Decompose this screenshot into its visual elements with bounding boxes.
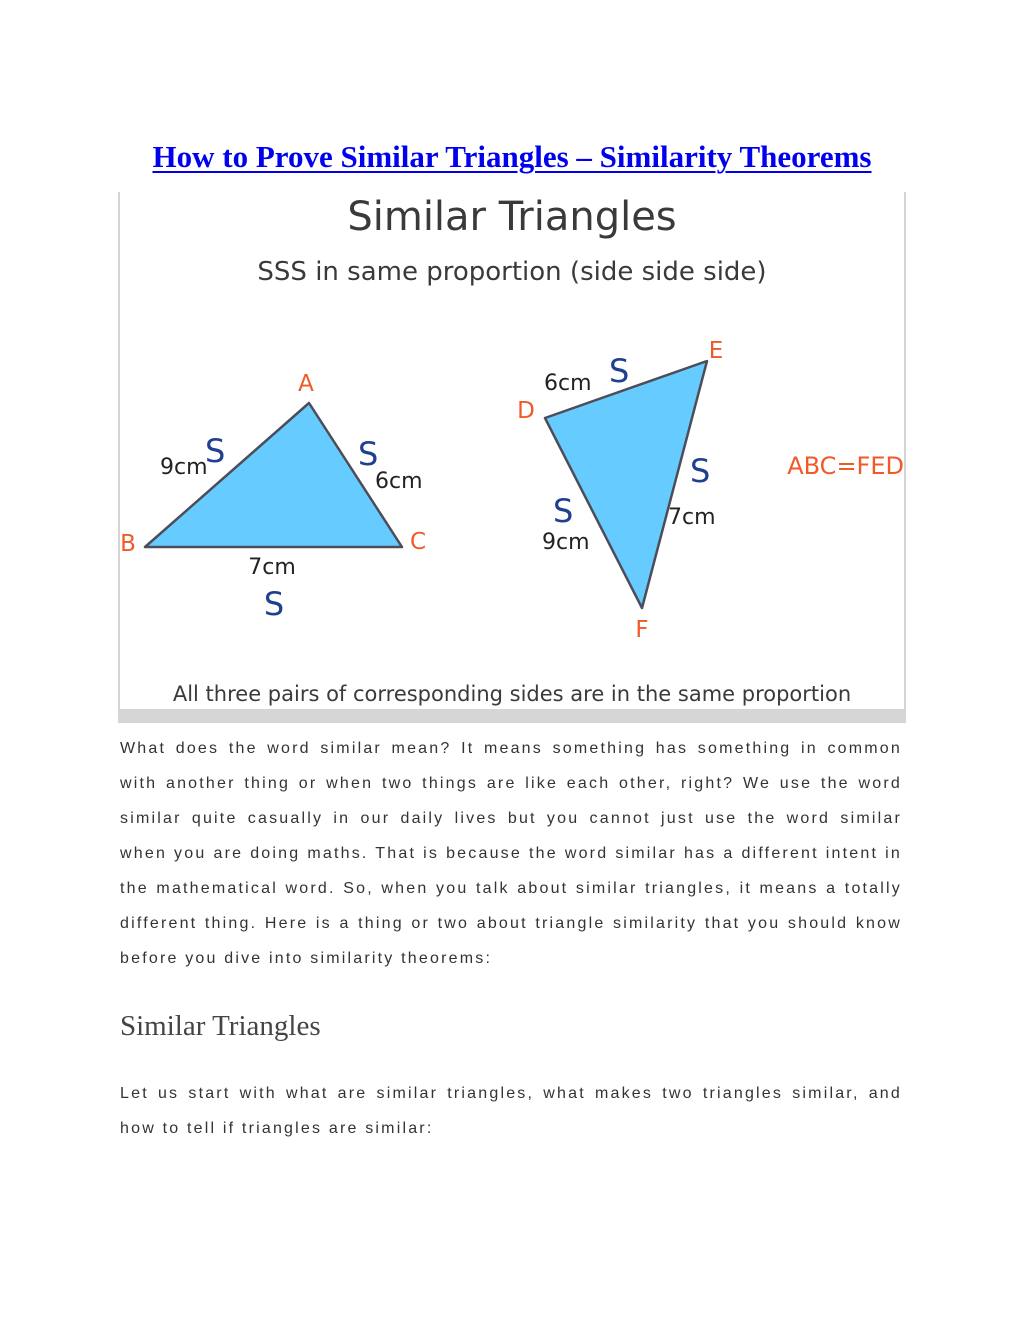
vertex-label-e: E	[708, 338, 724, 364]
side-label-ef: 7cm	[668, 505, 716, 530]
vertex-label-a: A	[298, 371, 314, 397]
vertex-label-f: F	[635, 617, 649, 643]
side-label-de: 6cm	[544, 371, 592, 396]
side-label-df: 9cm	[542, 530, 590, 555]
side-label-bc: 7cm	[248, 555, 296, 580]
vertex-label-b: B	[120, 531, 136, 557]
section-heading: Similar Triangles	[120, 1010, 321, 1042]
side-marker-ac: S	[358, 435, 379, 473]
similarity-equation: ABC=FED	[787, 452, 904, 480]
title-link[interactable]: How to Prove Similar Triangles – Similarity Theorems	[152, 139, 872, 174]
side-marker-bc: S	[263, 585, 285, 623]
side-label-ac: 6cm	[375, 469, 423, 494]
side-label-ab: 9cm	[160, 455, 208, 480]
vertex-label-c: C	[409, 529, 427, 555]
side-marker-ef: S	[690, 452, 711, 490]
figure-subtitle: SSS in same proportion (side side side)	[257, 257, 767, 287]
figure-canvas	[120, 192, 904, 709]
figure-title: Similar Triangles	[347, 194, 677, 240]
page-title	[0, 136, 1024, 178]
figure-caption: All three pairs of corresponding sides are in the same proportion	[172, 682, 852, 706]
section-paragraph: Let us start with what are similar triangles, what makes two triangles similar, and how to tell if triangles are similar:	[120, 1085, 902, 1137]
side-marker-de: S	[609, 352, 630, 390]
side-marker-df: S	[553, 492, 574, 530]
similar-triangles-figure	[118, 192, 906, 723]
intro-paragraph: What does the word similar mean? It means something has something in common with another thing or when two things are like each other, right? We use the word similar quite casually in our daily lives but you cannot just use the word similar when you are doing maths. That is because the word similar has a different intent in the mathematical word. So, when you talk about similar triangles, it means a totally different thing. Here is a thing or two about triangle similarity that you should know before you dive into similarity theorems:	[120, 740, 902, 967]
triangle-def	[545, 361, 707, 608]
vertex-label-d: D	[517, 398, 535, 424]
side-marker-ab: S	[205, 432, 226, 470]
